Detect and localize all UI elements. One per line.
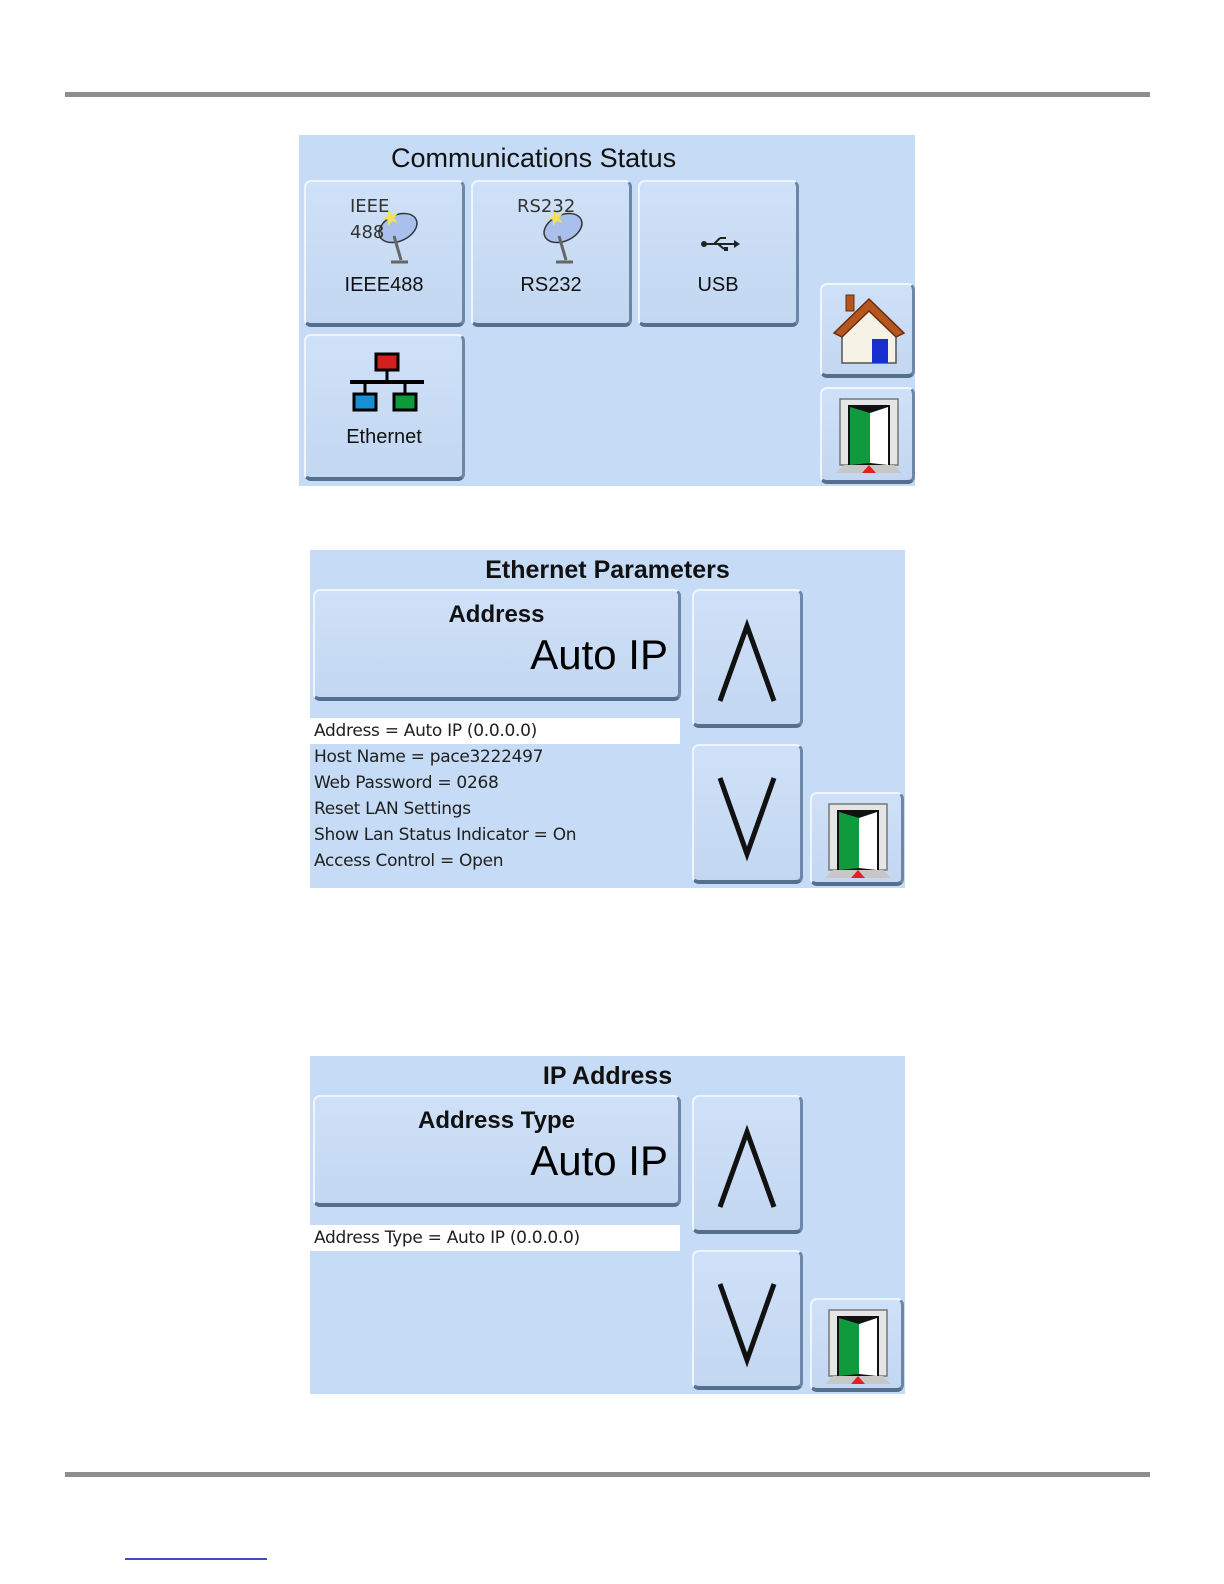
ieee-icon-text-2: 488: [350, 222, 385, 243]
ieee488-label: IEEE488: [344, 274, 424, 296]
list-item[interactable]: Web Password = 0268: [314, 773, 499, 793]
scroll-up-button[interactable]: [692, 589, 803, 728]
parameter-list: [310, 718, 680, 874]
ip-address-screen: [310, 1056, 905, 1394]
scroll-down-button[interactable]: [692, 744, 803, 884]
exit-door-icon: [825, 800, 891, 880]
usb-icon: [700, 234, 740, 254]
param-value: Auto IP: [530, 1137, 668, 1184]
usb-label: USB: [697, 274, 739, 296]
exit-button[interactable]: [820, 387, 915, 484]
screen-title: Communications Status: [391, 143, 677, 173]
screen-title: IP Address: [542, 1062, 673, 1090]
usb-button[interactable]: [638, 180, 799, 327]
ieee488-button[interactable]: [304, 180, 465, 327]
exit-button[interactable]: [810, 792, 904, 886]
address-parameter-button[interactable]: [313, 589, 681, 701]
home-button[interactable]: [820, 283, 915, 378]
ieee-icon-text: IEEE: [350, 196, 390, 217]
exit-door-icon: [825, 1306, 891, 1386]
exit-button[interactable]: [810, 1298, 904, 1392]
network-icon: [346, 352, 426, 418]
ethernet-label: Ethernet: [346, 426, 422, 448]
chevron-up-icon: [694, 1097, 800, 1230]
scroll-down-button[interactable]: [692, 1250, 803, 1390]
communications-status-screen: [299, 135, 915, 486]
list-item[interactable]: Reset LAN Settings: [314, 799, 471, 819]
rs232-label: RS232: [520, 274, 582, 296]
chevron-up-icon: [694, 591, 800, 724]
rs232-button[interactable]: [471, 180, 632, 327]
header-rule: [65, 92, 1150, 97]
ethernet-button[interactable]: [304, 334, 465, 481]
footer-rule: [65, 1472, 1150, 1477]
list-item[interactable]: Address = Auto IP (0.0.0.0): [310, 718, 680, 744]
address-type-parameter-button[interactable]: [313, 1095, 681, 1207]
param-label: Address: [448, 601, 545, 628]
list-item[interactable]: Address Type = Auto IP (0.0.0.0): [310, 1225, 680, 1251]
scroll-up-button[interactable]: [692, 1095, 803, 1234]
list-item[interactable]: Host Name = pace3222497: [314, 747, 544, 767]
chevron-down-icon: [694, 746, 800, 880]
param-label: Address Type: [418, 1107, 575, 1134]
footer-link-underline: [125, 1558, 267, 1560]
home-icon: [830, 291, 908, 369]
exit-door-icon: [836, 395, 902, 475]
list-item[interactable]: Access Control = Open: [314, 851, 504, 871]
parameter-list: [310, 1225, 680, 1251]
rs232-icon-text: RS232: [517, 196, 576, 217]
param-value: Auto IP: [530, 631, 668, 678]
chevron-down-icon: [694, 1252, 800, 1386]
screen-title: Ethernet Parameters: [485, 556, 730, 584]
ethernet-parameters-screen: [310, 550, 905, 888]
list-item[interactable]: Show Lan Status Indicator = On: [314, 825, 577, 845]
